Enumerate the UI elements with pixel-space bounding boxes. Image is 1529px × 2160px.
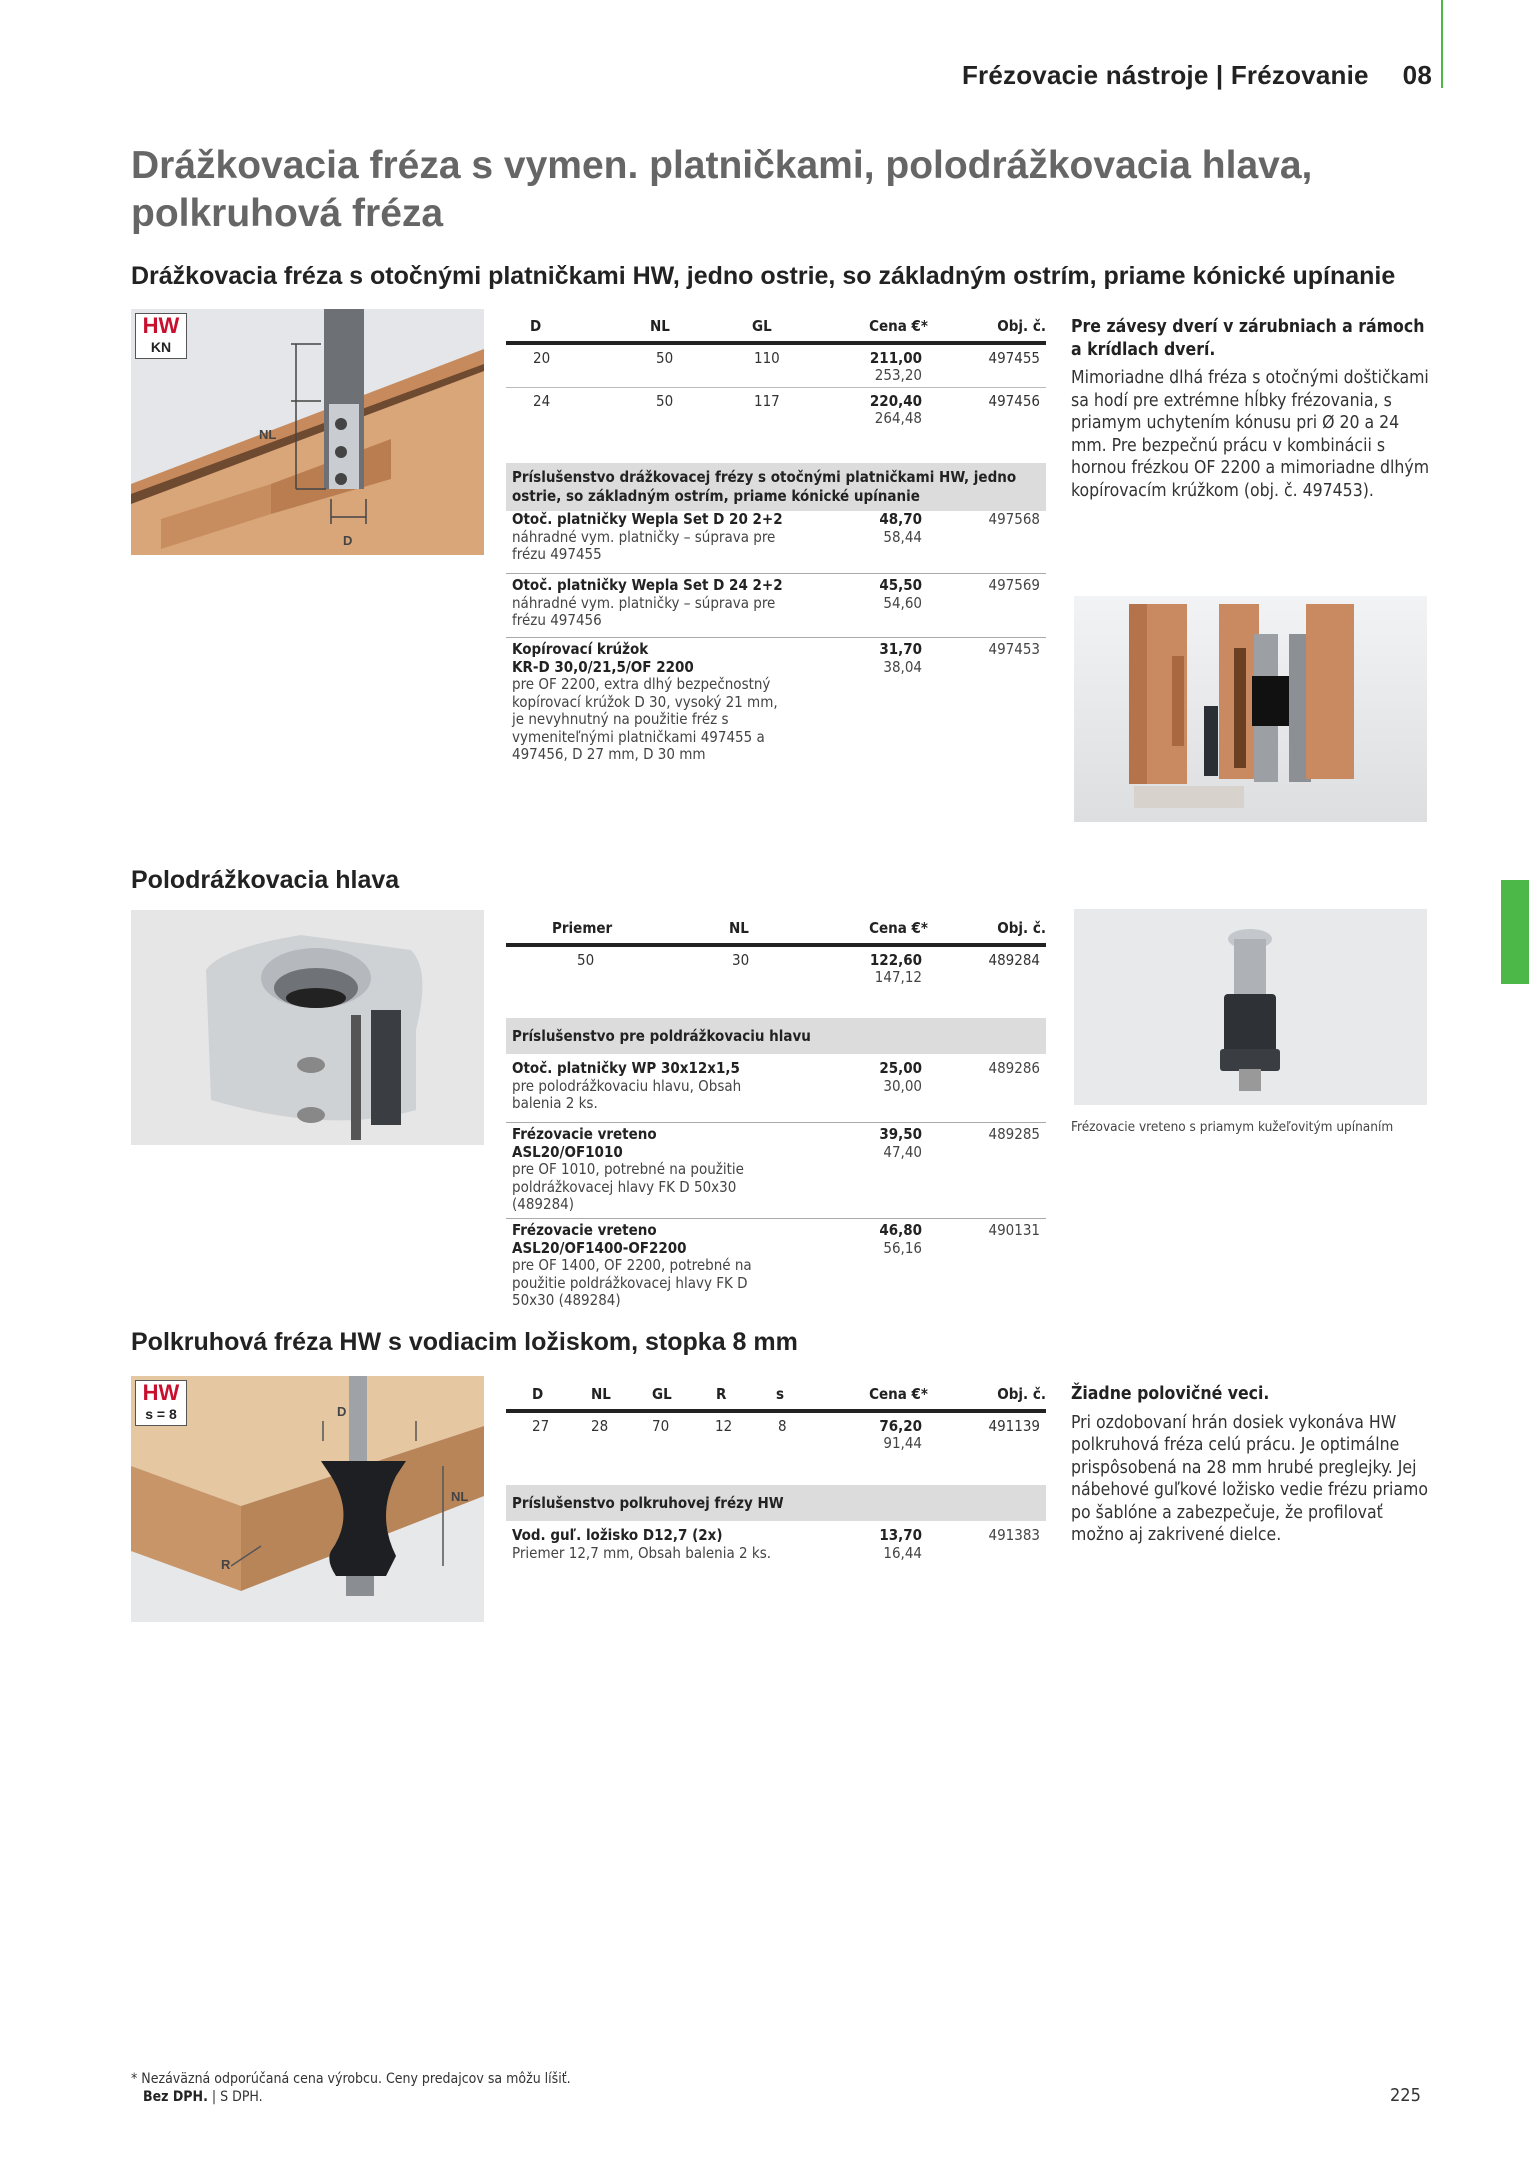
description-lead: Pre závesy dverí v zárubniach a rámoch a krídlach dverí. [1071, 317, 1425, 360]
order-number: 497568 [988, 510, 1040, 528]
table-header [506, 915, 1046, 947]
accessories-header: Príslušenstvo pre poldrážkovaciu hlavu [506, 1018, 1046, 1054]
nl-dimension-label: NL [259, 427, 277, 442]
rebate-head-image [131, 910, 484, 1145]
rebate-head-table [506, 915, 1046, 989]
price-gross: 47,40 [883, 1143, 922, 1161]
cell-diameter: 50 [577, 951, 595, 969]
description-body: Mimoriadne dlhá fréza s otočnými doštičkami sa hodí pre extrémne hĺbky frézovania, s priamym uchytením kónusu pri Ø 20 a 24 mm. Pre bezpečnú prácu v kombinácii s hornou frézkou OF 2200 a mimoriadne dlhým kopírovacím krúžkom (obj. č. 497453). [1071, 368, 1430, 501]
col-header-s: s [776, 1385, 785, 1403]
cell-nl: 28 [591, 1417, 609, 1435]
running-header [962, 60, 1432, 91]
page-title-line-2: polkruhová fréza [131, 192, 444, 235]
page-number: 225 [1390, 2085, 1421, 2106]
accessory-desc: náhradné vym. platničky – súprava pre frézu 497456 [512, 593, 776, 629]
material-badge [135, 1380, 187, 1426]
price-gross: 30,00 [883, 1077, 922, 1095]
chapter-number: 08 [1402, 60, 1432, 90]
col-header-r: R [716, 1385, 727, 1403]
accessory-name: Otoč. platničky Wepla Set D 24 2+2 [512, 576, 783, 594]
half-round-cutter-image [131, 1376, 484, 1622]
order-number: 489284 [988, 951, 1040, 969]
price-net: 211,00 [869, 349, 922, 367]
col-header-price: Cena €* [869, 317, 928, 335]
milling-spindle-image [1074, 909, 1427, 1105]
page-title [131, 142, 1331, 238]
cell-nl: 50 [656, 392, 674, 410]
cell-nl: 50 [656, 349, 674, 367]
accessories-header: Príslušenstvo drážkovacej frézy s otočnými platničkami HW, jedno ostrie, so základným ostrím, priame kónické upínanie [506, 463, 1046, 511]
accessory-model: ASL20/OF1010 [512, 1142, 623, 1161]
header-accent-line [1441, 0, 1443, 88]
milling-spindle-illustration [1074, 909, 1427, 1105]
col-header-nl: NL [591, 1385, 611, 1403]
col-header-price: Cena €* [869, 1385, 928, 1403]
page-title-line-1: Drážkovacia fréza s vymen. platničkami, polodrážkovacia hlava, [131, 144, 1313, 187]
accessory-desc: náhradné vym. platničky – súprava pre frézu 497455 [512, 527, 776, 563]
accessory-model: ASL20/OF1400-OF2200 [512, 1238, 687, 1257]
cell-gl: 117 [754, 392, 780, 410]
order-number: 497455 [988, 349, 1040, 367]
description-body: Pri ozdobovaní hrán dosiek vykonáva HW polkruhová fréza celú prácu. Je optimálne prispôsobená na 28 mm hrubé preglejky. Jej nábehové guľkové ložisko vedie frézu priamo po šablóne a zabezpečuje, že profilovať možno aj zakrivené dielce. [1071, 1412, 1428, 1545]
chapter-tab-marker [1501, 880, 1529, 984]
accessory-name: Frézovacie vreteno [512, 1125, 657, 1143]
section-title-half-round-cutter: Polkruhová fréza HW s vodiacim ložiskom, stopka 8 mm [131, 1328, 798, 1356]
header-title: Frézovacie nástroje | Frézovanie [961, 60, 1369, 90]
d-dimension-label: D [337, 1404, 347, 1419]
price-net: 39,50 [879, 1125, 922, 1143]
accessory-name: Frézovacie vreteno [512, 1221, 657, 1239]
price-net: 46,80 [879, 1221, 922, 1239]
accessory-model: KR-D 30,0/21,5/OF 2200 [512, 657, 694, 676]
price-gross: 58,44 [883, 528, 922, 546]
col-header-diameter: Priemer [552, 919, 613, 937]
price-net: 76,20 [879, 1417, 922, 1435]
cell-gl: 110 [754, 349, 780, 367]
accessory-name: Otoč. platničky WP 30x12x1,5 [512, 1059, 740, 1077]
badge-shank: s = 8 [145, 1406, 177, 1422]
col-header-d: D [530, 317, 542, 335]
price-gross: 54,60 [883, 594, 922, 612]
badge-kn: KN [150, 339, 172, 355]
col-header-nl: NL [729, 919, 749, 937]
order-number: 489285 [988, 1125, 1040, 1143]
accessory-desc: pre polodrážkovaciu hlavu, Obsah balenia 2 ks. [512, 1076, 742, 1112]
footnote [131, 2070, 571, 2106]
accessory-row [506, 508, 1046, 574]
door-hinge-illustration [1074, 596, 1427, 822]
col-header-gl: GL [652, 1385, 672, 1403]
order-number: 497453 [988, 640, 1040, 658]
accessory-name: Vod. guľ. ložisko D12,7 (2x) [512, 1526, 723, 1544]
nl-dimension-label: NL [451, 1489, 469, 1504]
accessory-desc: pre OF 1010, potrebné na použitie poldrážkovacej hlavy FK D 50x30 (489284) [512, 1160, 744, 1213]
cell-r: 12 [715, 1417, 733, 1435]
cell-d: 27 [532, 1417, 550, 1435]
order-number: 490131 [988, 1221, 1040, 1239]
price-gross: 147,12 [874, 968, 922, 986]
price-gross: 16,44 [883, 1544, 922, 1562]
accessory-row [506, 1123, 1046, 1219]
cell-gl: 70 [652, 1417, 670, 1435]
accessories-header: Príslušenstvo polkruhovej frézy HW [506, 1485, 1046, 1521]
net-price-legend: Bez DPH. [143, 2089, 208, 2105]
badge-hw: HW [142, 1380, 180, 1405]
groove-cutter-table [506, 313, 1046, 430]
order-number: 497456 [988, 392, 1040, 410]
order-number: 489286 [988, 1059, 1040, 1077]
price-gross: 56,16 [883, 1239, 922, 1257]
accessory-row [506, 574, 1046, 638]
cell-nl: 30 [732, 951, 750, 969]
d-dimension-label: D [343, 533, 353, 548]
table-row [506, 947, 1046, 989]
accessory-name: Kopírovací krúžok [512, 640, 649, 658]
col-header-gl: GL [752, 317, 772, 335]
price-net: 122,60 [869, 951, 922, 969]
accessory-desc: pre OF 2200, extra dlhý bezpečnostný kopírovací krúžok D 30, vysoký 21 mm, je nevyhnutný na použitie fréz s vymeniteľnými platničkami 497455 a 497456, D 27 mm, D 30 mm [512, 675, 778, 763]
col-header-order: Obj. č. [997, 317, 1046, 335]
r-dimension-label: R [221, 1557, 231, 1572]
accessory-desc: Priemer 12,7 mm, Obsah balenia 2 ks. [512, 1543, 772, 1562]
table-row [506, 1413, 1046, 1455]
price-gross: 91,44 [883, 1434, 922, 1452]
col-header-order: Obj. č. [997, 919, 1046, 937]
gross-price-legend: | S DPH. [211, 2089, 263, 2105]
col-header-price: Cena €* [869, 919, 928, 937]
price-net: 31,70 [879, 640, 922, 658]
cell-s: 8 [778, 1417, 787, 1435]
half-round-cutter-description [1071, 1383, 1431, 1547]
col-header-nl: NL [650, 317, 670, 335]
badge-hw: HW [142, 313, 180, 338]
col-header-d: D [532, 1385, 544, 1403]
order-number: 497569 [988, 576, 1040, 594]
accessory-row [506, 1219, 1046, 1315]
accessory-row [506, 638, 1046, 778]
section-title-groove-cutter: Drážkovacia fréza s otočnými platničkami HW, jedno ostrie, so základným ostrím, priame kónické upínanie [131, 262, 1396, 290]
price-net: 48,70 [879, 510, 922, 528]
price-disclaimer: * Nezáväzná odporúčaná cena výrobcu. Ceny predajcov sa môžu líšiť. [131, 2071, 571, 2087]
price-gross: 264,48 [874, 409, 922, 427]
table-header [506, 313, 1046, 345]
table-row [506, 345, 1046, 388]
order-number: 491383 [988, 1526, 1040, 1544]
price-gross: 253,20 [874, 366, 922, 384]
section-title-rebate-head: Polodrážkovacia hlava [131, 866, 400, 894]
price-net: 220,40 [869, 392, 922, 410]
col-header-order: Obj. č. [997, 1385, 1046, 1403]
rebate-head-illustration [131, 910, 484, 1145]
price-net: 45,50 [879, 576, 922, 594]
accessory-desc: pre OF 1400, OF 2200, potrebné na použitie poldrážkovacej hlavy FK D 50x30 (489284) [512, 1256, 752, 1309]
spindle-caption: Frézovacie vreteno s priamym kužeľovitým upínaním [1071, 1119, 1394, 1135]
order-number: 491139 [988, 1417, 1040, 1435]
cell-d: 20 [533, 349, 551, 367]
groove-cutter-image [131, 309, 484, 555]
accessory-name: Otoč. platničky Wepla Set D 20 2+2 [512, 510, 783, 528]
table-row [506, 388, 1046, 430]
description-lead: Žiadne polovičné veci. [1071, 1384, 1270, 1404]
material-badge [135, 313, 187, 359]
price-net: 13,70 [879, 1526, 922, 1544]
door-hinge-image [1074, 596, 1427, 822]
accessory-row [506, 1057, 1046, 1123]
price-net: 25,00 [879, 1059, 922, 1077]
price-gross: 38,04 [883, 658, 922, 676]
accessory-row [506, 1524, 1046, 1570]
groove-cutter-description [1071, 316, 1431, 502]
table-header [506, 1381, 1046, 1413]
half-round-cutter-table [506, 1381, 1046, 1455]
cell-d: 24 [533, 392, 551, 410]
